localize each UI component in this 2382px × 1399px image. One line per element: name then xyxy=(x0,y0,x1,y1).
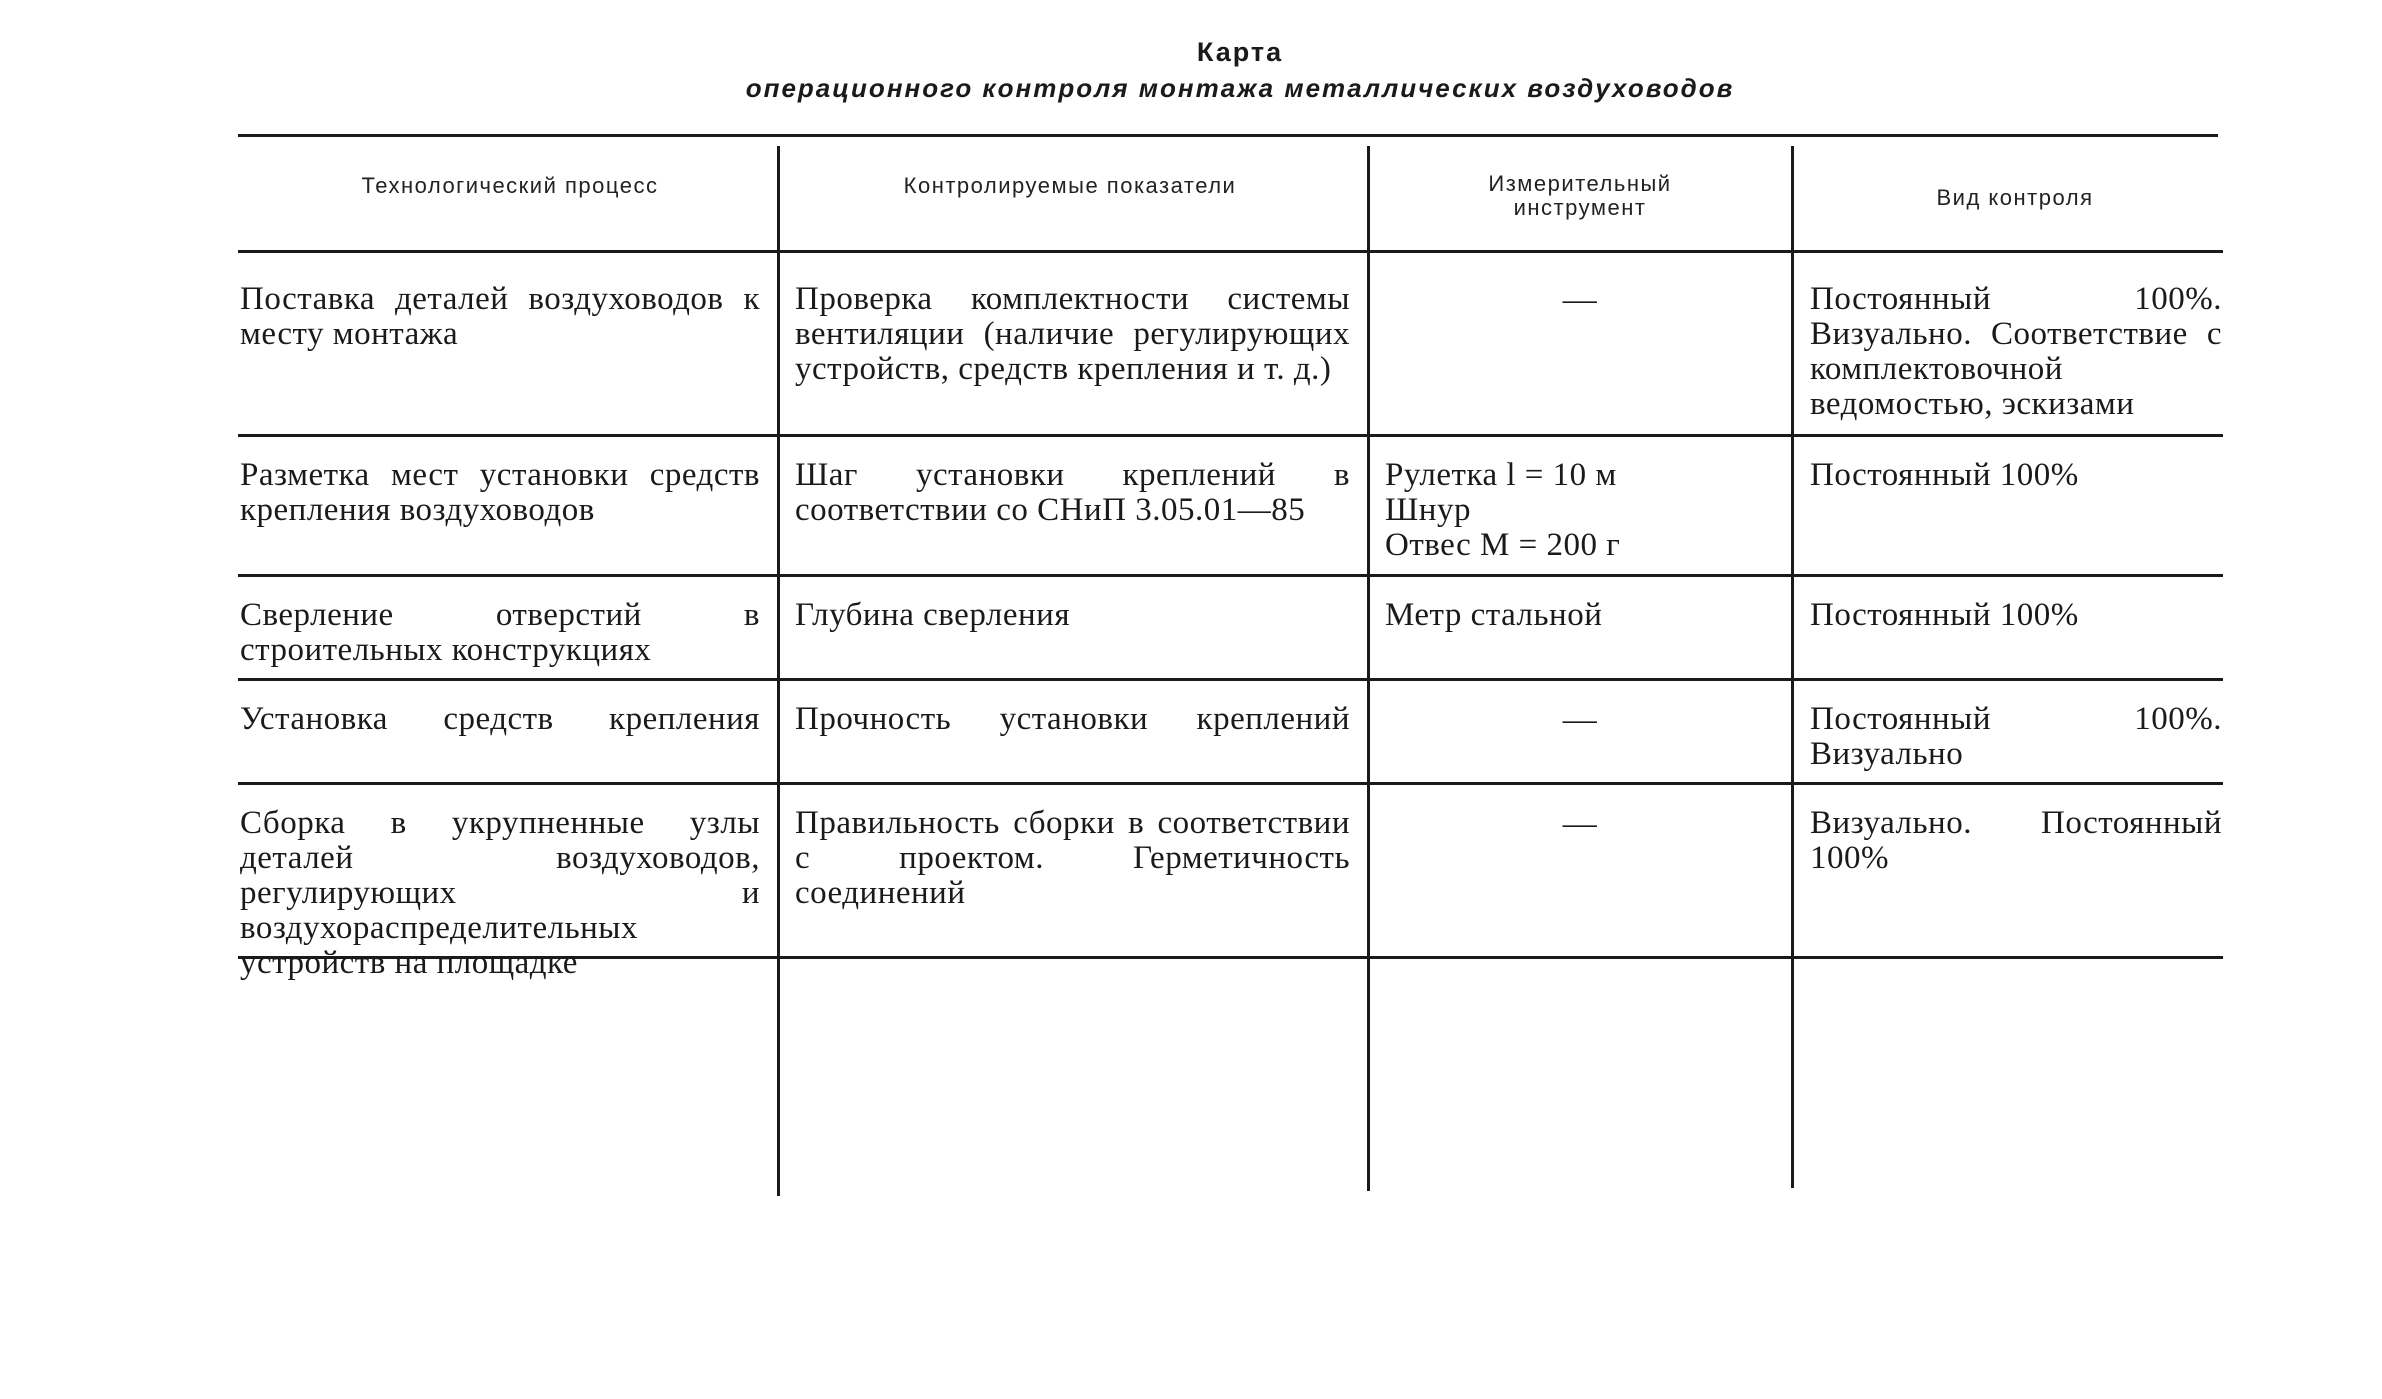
title-line-2: операционного контроля монтажа металлических воздуховодов xyxy=(745,73,1735,103)
table-top-rule xyxy=(238,134,2218,137)
document-title xyxy=(0,34,2382,106)
column-divider-1 xyxy=(777,146,780,1196)
row-2-instrument-line-1: Рулетка l = 10 м xyxy=(1385,457,1617,493)
row-1-bottom-rule xyxy=(238,434,2223,437)
column-divider-3 xyxy=(1791,146,1794,1188)
title-line-1: Карта xyxy=(1196,37,1284,67)
row-1-process: Поставка деталей воздуховодов к месту монтажа xyxy=(240,281,760,352)
header-instrument: Измерительный инструмент xyxy=(1488,171,1672,220)
row-1-control: Постоянный 100%. Визуально. Соответствие с комплектовочной ведомостью, эскизами xyxy=(1810,281,2222,422)
row-1-instrument: — xyxy=(1562,281,1598,318)
row-4-control: Постоянный 100%. Визуально xyxy=(1810,701,2222,772)
row-2-instrument-line-3: Отвес М = 200 г xyxy=(1385,527,1621,563)
row-3-bottom-rule xyxy=(238,678,2223,681)
row-2-control: Постоянный 100% xyxy=(1810,457,2079,493)
header-bottom-rule xyxy=(238,250,2223,253)
row-4-instrument: — xyxy=(1562,701,1598,738)
header-indicators: Контролируемые показатели xyxy=(903,173,1237,198)
row-2-process: Разметка мест установки средств крепления воздуховодов xyxy=(240,457,760,528)
row-3-process: Сверление отверстий в строительных конструкциях xyxy=(240,597,760,668)
row-3-indicators: Глубина сверления xyxy=(795,597,1070,633)
row-4-process: Установка средств крепления xyxy=(240,701,760,737)
row-2-bottom-rule xyxy=(238,574,2223,577)
row-3-instrument: Метр стальной xyxy=(1385,597,1603,633)
row-3-control: Постоянный 100% xyxy=(1810,597,2079,633)
column-divider-2 xyxy=(1367,146,1370,1191)
row-5-process: Сборка в укрупненные узлы деталей воздуховодов, регулирующих и воздухораспределительных устройств на площадке xyxy=(240,805,760,981)
row-4-indicators: Прочность установки креплений xyxy=(795,701,1350,737)
row-4-bottom-rule xyxy=(238,782,2223,785)
row-5-indicators: Правильность сборки в соответствии с проектом. Герметичность соединений xyxy=(795,805,1350,911)
row-2-instrument xyxy=(1385,458,1775,563)
row-2-indicators: Шаг установки креплений в соответствии со СНиП 3.05.01—85 xyxy=(795,457,1350,528)
header-control: Вид контроля xyxy=(1936,185,2094,210)
row-1-indicators: Проверка комплектности системы вентиляции (наличие регулирующих устройств, средств крепления и т. д.) xyxy=(795,281,1350,387)
header-process: Технологический процесс xyxy=(361,173,659,198)
row-2-instrument-line-2: Шнур xyxy=(1385,492,1471,528)
row-5-instrument: — xyxy=(1562,805,1598,842)
row-5-control: Визуально. Постоянный 100% xyxy=(1810,805,2222,876)
